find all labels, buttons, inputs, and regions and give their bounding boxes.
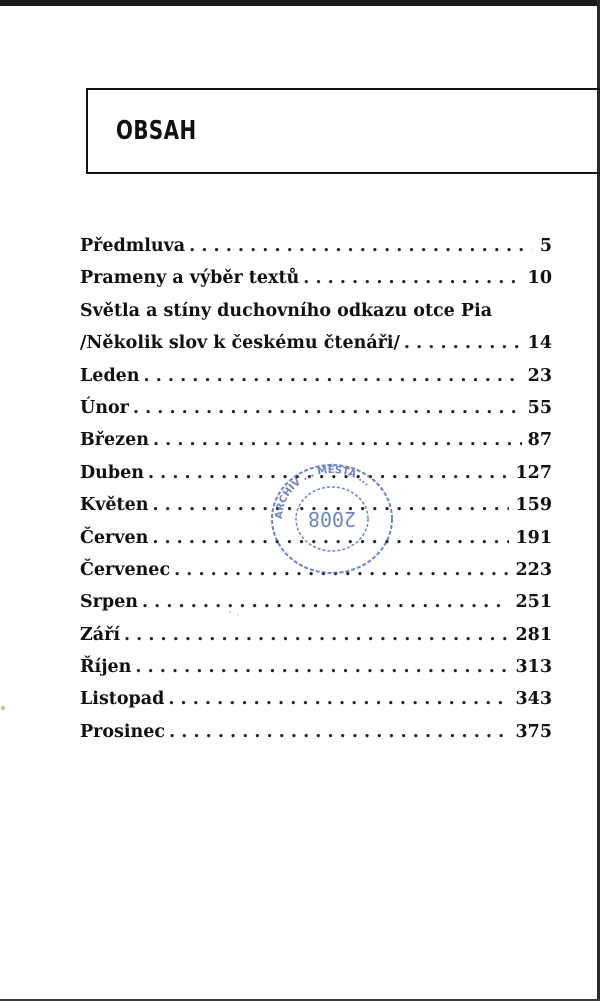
toc-entry-title: Březen: [80, 430, 149, 451]
toc-entry-page: 281: [515, 624, 552, 645]
toc-entry-page: 127: [515, 462, 552, 483]
toc-entry-title: Květen: [80, 495, 149, 516]
toc-entry-listopad[interactable]: [80, 689, 552, 721]
dot-leader: [169, 722, 509, 742]
toc-entry-page: 55: [527, 397, 552, 418]
toc-entry-prameny[interactable]: [80, 268, 552, 300]
heading-box: [86, 88, 600, 174]
toc-entry-page: 375: [515, 721, 552, 742]
toc-entry-title: Leden: [80, 365, 140, 386]
toc-entry-title: Prosinec: [80, 721, 166, 742]
toc-entry-title: Únor: [80, 397, 129, 418]
dot-leader: [168, 689, 509, 709]
stamp-ring-text: ARCHIV ... MĚSTA ...: [273, 464, 373, 520]
toc-entry-title: Červenec: [80, 559, 171, 580]
toc-entry-brezen[interactable]: [80, 430, 552, 462]
toc-entry-page: 223: [515, 559, 552, 580]
dot-leader: [153, 430, 522, 450]
toc-entry-page: 23: [527, 365, 552, 386]
dot-leader: [303, 268, 521, 288]
toc-entry-title: Světla a stíny duchovního odkazu otce Pia: [80, 300, 493, 321]
toc-entry-page: 251: [515, 592, 552, 613]
toc-entry-leden[interactable]: [80, 366, 552, 398]
toc-entry-page: 343: [515, 689, 552, 710]
toc-entry-prosinec[interactable]: [80, 722, 552, 754]
toc-entry-page: 87: [527, 430, 552, 451]
stamp-year: 2008: [307, 507, 357, 531]
toc-entry-page: 191: [515, 527, 552, 548]
toc-entry-page: 313: [515, 657, 552, 678]
dot-leader: [133, 398, 522, 418]
toc-entry-title: Říjen: [80, 657, 132, 678]
toc-entry-page: 10: [527, 268, 552, 289]
toc-entry-page: 5: [539, 236, 552, 256]
toc-entry-svetla-line1[interactable]: [80, 301, 552, 333]
toc-entry-title: /Několik slov k českému čtenáři/: [80, 333, 400, 354]
toc-entry-title: Září: [80, 624, 120, 645]
dot-leader: [142, 592, 510, 612]
toc-entry-title: Červen: [80, 527, 149, 548]
toc-entry-title: Srpen: [80, 592, 138, 613]
dot-leader: [135, 657, 509, 677]
toc-entry-title: Listopad: [80, 689, 165, 710]
page-edge-top: [0, 0, 600, 6]
toc-entry-title: Prameny a výběr textů: [80, 268, 300, 289]
dot-leader: [144, 366, 522, 386]
toc-entry-page: 159: [515, 495, 552, 516]
page-heading: OBSAH: [116, 116, 197, 146]
library-stamp: [268, 462, 396, 576]
toc-entry-page: 14: [527, 333, 552, 354]
toc-entry-zari[interactable]: [80, 625, 552, 657]
toc-entry-rijen[interactable]: [80, 657, 552, 689]
dot-leader: [189, 236, 532, 256]
toc-entry-predmluva[interactable]: [80, 236, 552, 268]
dot-leader: [124, 625, 509, 645]
toc-entry-unor[interactable]: [80, 398, 552, 430]
toc-entry-svetla-line2[interactable]: [80, 333, 552, 365]
toc-entry-srpen[interactable]: [80, 592, 552, 624]
dot-leader: [404, 333, 522, 353]
toc-entry-title: Duben: [80, 462, 144, 483]
toc-entry-title: Předmluva: [80, 236, 186, 256]
